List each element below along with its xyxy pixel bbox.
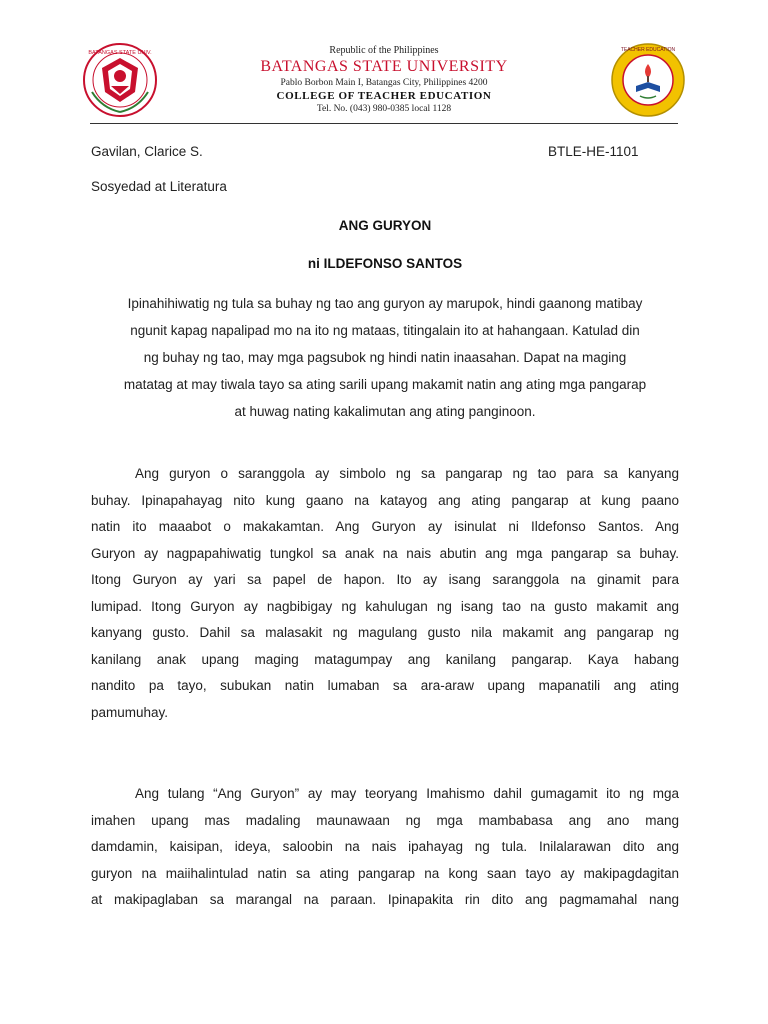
university-address: Pablo Borbon Main I, Batangas City, Philippines 4200 [280,78,488,88]
paragraph-line: nandito pa tayo, subukan natin lumaban sa ara-araw upang mapanatili ang ating [91,678,679,693]
document-author: ni ILDEFONSO SANTOS [307,256,463,271]
section-code: BTLE-HE-1101 [548,144,639,159]
paragraph-line: Guryon ay nagpapahiwatig tungkol sa anak na nais abutin ang mga pangarap sa buhay. [91,545,679,561]
paragraph-line: lumipad. Itong Guryon ay nagbibigay ng kahulugan ng isang tao na gusto makamit ang [91,598,679,614]
paragraph-line: pamumuhay. [91,704,169,720]
telephone-number: Tel. No. (043) 980-0385 local 1128 [316,104,452,114]
republic-line: Republic of the Philippines [329,45,439,56]
university-seal-icon [82,42,158,118]
summary-line: ngunit kapag napalipad mo na ito ng mataas, titingalain ito at hahangaan. Katulad din [130,323,640,338]
paragraph-line: guryon na maiihalintulad natin sa ating pangarap na kong saan tayo ay makipagdagitan [91,865,679,881]
paragraph-line: Ang tulang “Ang Guryon” ay may teoryang Imahismo dahil gumagamit ito ng mga [135,786,679,801]
letterhead-divider [90,123,678,124]
seal-text-left: BATANGAS STATE UNIV. [88,50,152,56]
paragraph-line: natin ito maaabot o makakamtan. Ang Guryon ay isinulat ni Ildefonso Santos. Ang [91,519,679,534]
letterhead-text [170,44,598,115]
seal-text-right: TEACHER EDUCATION [620,47,676,53]
college-name: COLLEGE OF TEACHER EDUCATION [276,90,492,102]
paragraph-line: damdamin, kaisipan, ideya, saloobin na nais ipahayag ng tula. Inilalarawan dito ang [91,839,679,854]
student-name: Gavilan, Clarice S. [91,144,203,159]
body-paragraph-1 [91,461,679,726]
summary-line: ng buhay ng tao, may mga pagsubok ng hindi natin inaasahan. Dapat na maging [143,350,627,365]
college-seal-icon [610,42,686,118]
paragraph-line: Itong Guryon ay yari sa papel de hapon. Ito ay isang saranggola na ginamit para [91,572,679,587]
summary-paragraph [91,290,679,425]
summary-line: at huwag nating kakalimutan ang ating panginoon. [234,404,536,419]
paragraph-line: Ang guryon o saranggola ay simbolo ng sa pangarap ng tao para sa kanyang [135,466,679,481]
body-paragraph-2 [91,781,679,914]
summary-line: Ipinahihiwatig ng tula sa buhay ng tao ang guryon ay marupok, hindi gaanong matibay [127,296,643,311]
paragraph-line: kanilang anak upang maging matagumpay ang kanilang pangarap. Kaya habang [91,651,679,667]
paragraph-line: imahen upang mas madaling maunawaan ng mga mambabasa ang ano mang [91,812,679,828]
paragraph-line: buhay. Ipinapahayag nito kung gaano na katayog ang ating pangarap at kung paano [91,492,679,508]
paragraph-line: kanyang gusto. Dahil sa malasakit ng magulang gusto nila makamit ang pangarap ng [91,625,679,640]
university-name: BATANGAS STATE UNIVERSITY [260,58,508,75]
document-title: ANG GURYON [338,218,432,233]
letterhead [0,0,768,125]
paragraph-line: at makipaglaban sa marangal na paraan. Ipinapakita rin dito ang pagmamahal nang [91,892,679,907]
subject-name: Sosyedad at Literatura [91,179,227,194]
summary-line: matatag at may tiwala tayo sa ating sarili upang makamit natin ang ating mga pangarap [123,377,647,392]
